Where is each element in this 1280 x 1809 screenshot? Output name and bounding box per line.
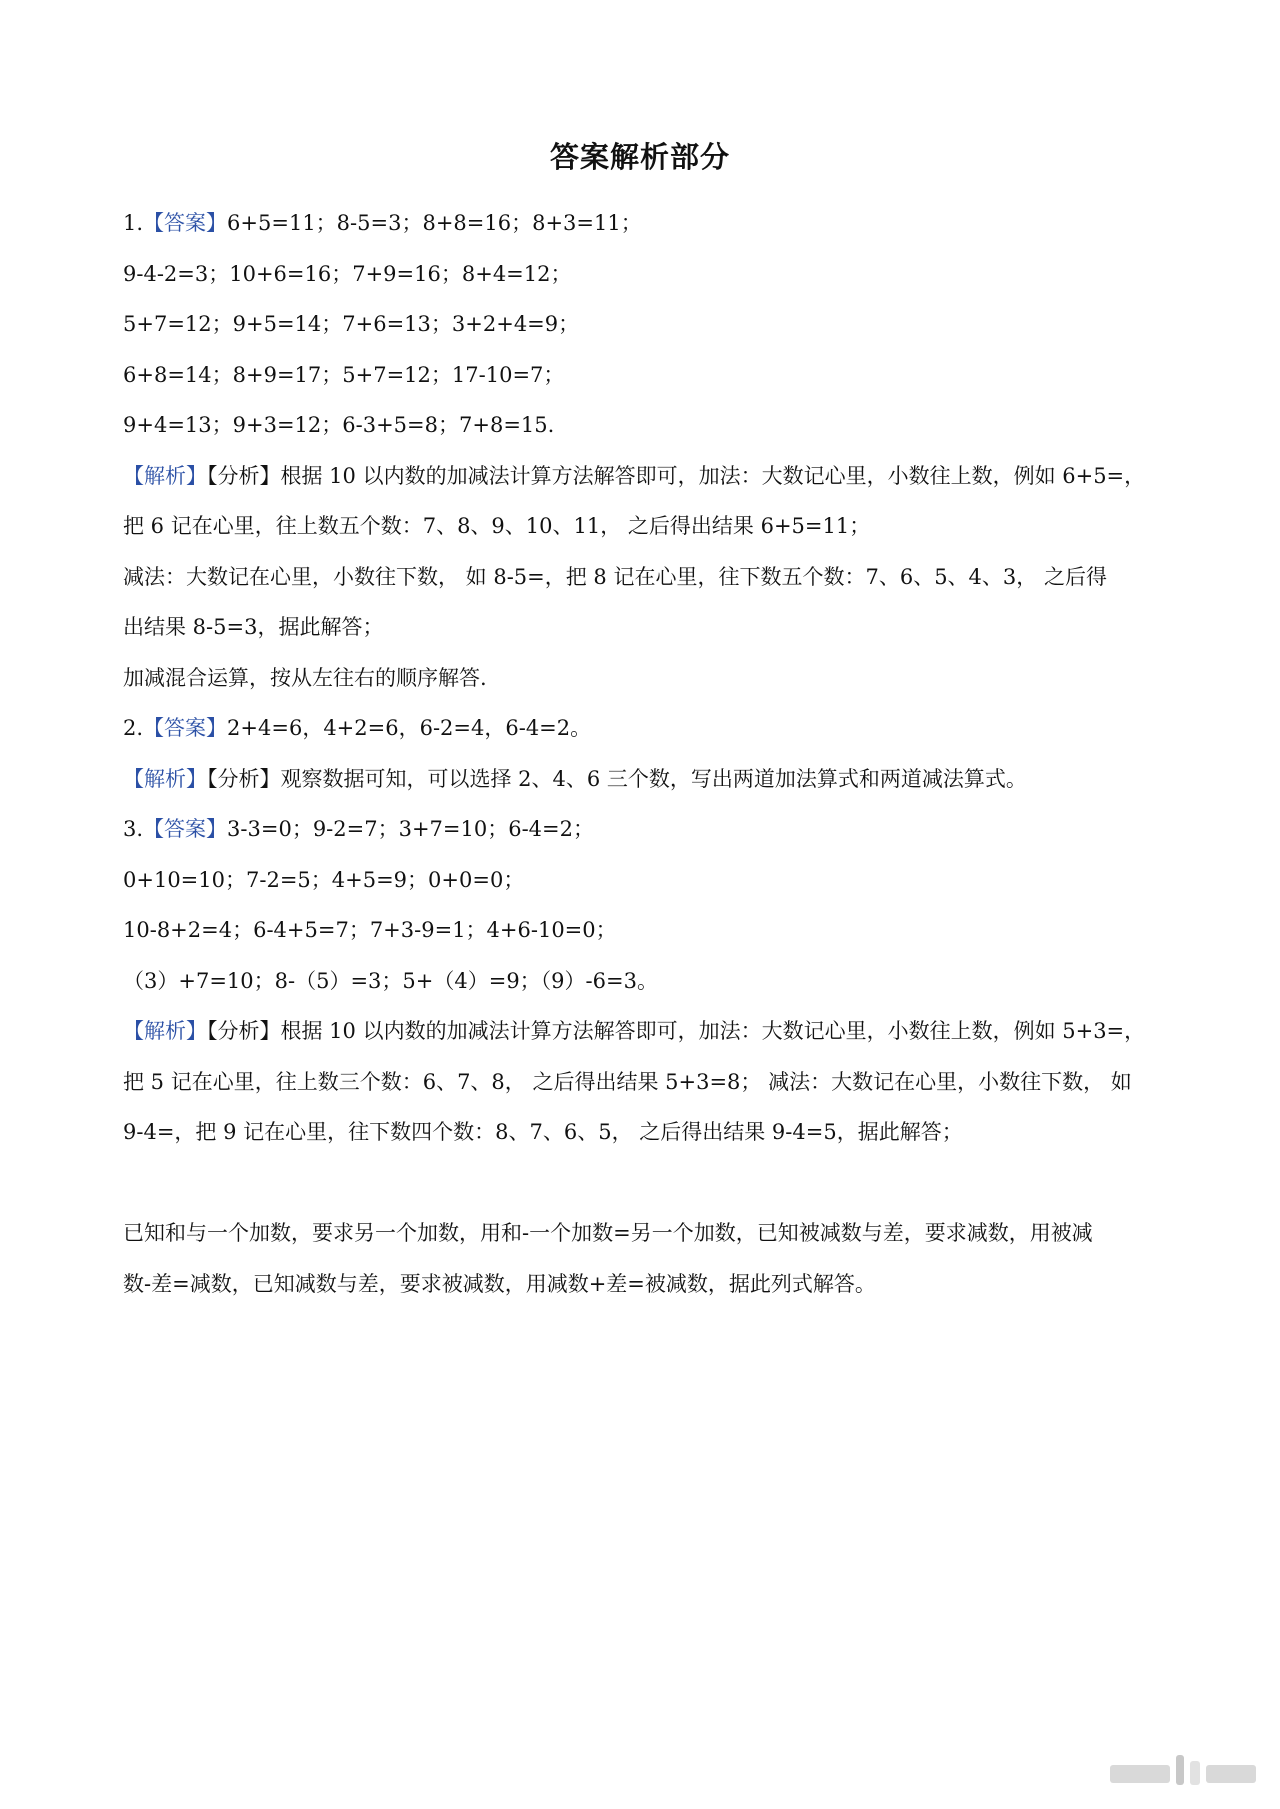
q2-answer-line xyxy=(123,703,1213,754)
q1-analysis-line-5: 加减混合运算，按从左往右的顺序解答. xyxy=(123,665,487,690)
q3-extra-line-2: 数-差=减数，已知减数与差，要求被减数，用减数+差=被减数，据此列式解答。 xyxy=(123,1271,876,1296)
q2-number: 2. xyxy=(123,716,144,740)
q3-analysis-line-1 xyxy=(123,1006,1213,1057)
q1-answer-line-2: 9-4-2=3；10+6=16；7+9=16；8+4=12； xyxy=(123,261,572,286)
q3-number: 3. xyxy=(123,817,144,841)
q1-analysis-line-2: 把 6 记在心里，往上数五个数：7、8、9、10、11， 之后得出结果 6+5=11； xyxy=(123,514,871,538)
q1-answer-line-4: 6+8=14；8+9=17；5+7=12；17-10=7； xyxy=(123,362,565,387)
q3-analysis-text-1: 【分析】根据 10 以内数的加减法计算方法解答即可，加法：大数记心里，小数往上数，例如 5+3=， xyxy=(207,1019,1146,1043)
q1-analysis-text-1: 【分析】根据 10 以内数的加减法计算方法解答即可，加法：大数记心里，小数往上数，例如 6+5=， xyxy=(207,463,1146,488)
page-title: 答案解析部分 xyxy=(549,140,730,174)
q1-number: 1. xyxy=(123,211,144,235)
q2-answer-tag: 【答案】 xyxy=(143,716,228,740)
q2-analysis-text: 【分析】观察数据可知，可以选择 2、4、6 三个数，写出两道加法算式和两道减法算式。 xyxy=(207,766,1027,791)
q3-extra-line-1: 已知和与一个加数，要求另一个加数，用和-一个加数=另一个加数，已知被减数与差，要求减数，用被减 xyxy=(123,1221,1093,1245)
q1-answer-tag: 【答案】 xyxy=(143,211,228,235)
watermark-logo xyxy=(1110,1755,1260,1789)
q1-answer-line-1 xyxy=(123,198,1213,249)
q3-answer-text-1: 3-3=0；9-2=7；3+7=10；6-4=2； xyxy=(227,817,595,841)
q3-analysis-line-2: 把 5 记在心里，往上数三个数：6、7、8， 之后得出结果 5+3=8； 减法：大数记在心里，小数往下数， 如 xyxy=(123,1069,1132,1094)
q3-answer-tag: 【答案】 xyxy=(143,817,228,841)
answer-content xyxy=(123,198,1213,1309)
q1-analysis-line-4: 出结果 8-5=3，据此解答； xyxy=(123,615,384,639)
q3-answer-line-4: （3）+7=10；8-（5）=3；5+（4）=9；（9）-6=3。 xyxy=(123,968,658,993)
q3-answer-line-2: 0+10=10；7-2=5；4+5=9；0+0=0； xyxy=(123,867,525,892)
q1-analysis-line-1 xyxy=(123,451,1213,502)
spacer xyxy=(123,1158,1213,1209)
q1-answer-line-3: 5+7=12；9+5=14；7+6=13；3+2+4=9； xyxy=(123,312,580,336)
q1-answer-line-5: 9+4=13；9+3=12；6-3+5=8；7+8=15. xyxy=(123,413,555,437)
q1-answer-text-1: 6+5=11；8-5=3；8+8=16；8+3=11； xyxy=(227,211,642,235)
q1-analysis-line-3: 减法：大数记在心里，小数往下数， 如 8-5=，把 8 记在心里，往下数五个数：7、6、5、4、3， 之后得 xyxy=(123,564,1107,589)
q2-analysis-tag: 【解析】 xyxy=(123,766,207,791)
q3-analysis-tag: 【解析】 xyxy=(123,1019,207,1043)
q3-analysis-line-3: 9-4=，把 9 记在心里，往下数四个数：8、7、6、5， 之后得出结果 9-4=5，据此解答； xyxy=(123,1120,963,1144)
q3-answer-line-1 xyxy=(123,804,1213,855)
q1-analysis-tag: 【解析】 xyxy=(123,463,207,488)
q3-answer-line-3: 10-8+2=4；6-4+5=7；7+3-9=1；4+6-10=0； xyxy=(123,918,617,942)
q2-answer-text: 2+4=6，4+2=6，6-2=4，6-4=2。 xyxy=(227,716,592,740)
q2-analysis-line xyxy=(123,754,1213,805)
